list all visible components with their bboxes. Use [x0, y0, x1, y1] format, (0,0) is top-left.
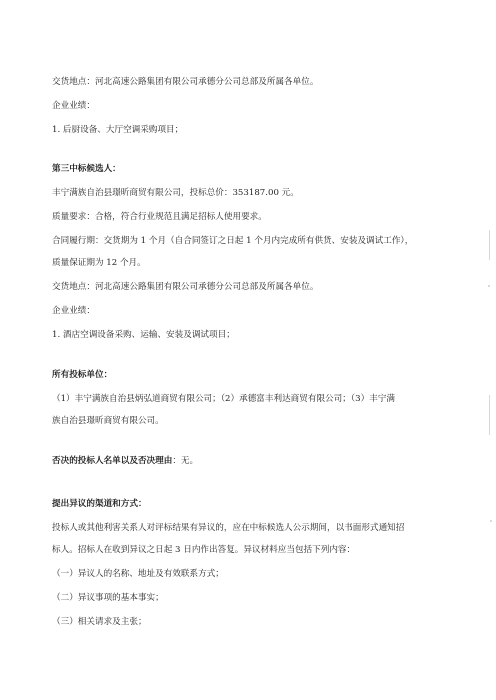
- objection-para-line1: 投标人或其他利害关系人对评标结果有异议的，应在中标候选人公示期间，以书面形式通知招: [52, 523, 405, 533]
- all-bidders-heading: 所有投标单位：: [52, 370, 113, 380]
- objection-item-2: （二）异议事项的基本事实；: [52, 593, 164, 603]
- all-bidders-line2: 族自治县璟昕商贸有限公司。: [52, 416, 164, 426]
- candidate-3-delivery-location: 交货地点：河北高速公路集团有限公司承德分公司总部及所属各单位。: [52, 282, 319, 292]
- candidate-3-performance-item: 1. 酒店空调设备采购、运输、安装及调试项目；: [52, 330, 235, 340]
- performance-item-2: 1. 后厨设备、大厅空调采购项目；: [52, 125, 184, 135]
- scan-edge-mark: [489, 230, 490, 260]
- candidate-3-contract-line2: 质量保证期为 12 个月。: [52, 258, 146, 268]
- scan-dot: [490, 520, 492, 522]
- candidate-3-contract-line1: 合同履行期：交货期为 1 个月（自合同签订之日起 1 个月内完成所有供货、安装及调试工作），: [52, 236, 414, 246]
- candidate-3-quality: 质量要求：合格，符合行业规范且满足招标人使用要求。: [52, 212, 267, 222]
- candidate-3-performance-title: 企业业绩：: [52, 306, 95, 316]
- rejected-heading: 否决的投标人名单以及否决理由: [52, 456, 173, 466]
- objection-para-line2: 标人。招标人在收到异议之日起 3 日内作出答复。异议材料应当包括下列内容：: [52, 545, 356, 555]
- performance-title-2: 企业业绩：: [52, 101, 95, 111]
- objection-heading: 提出异议的渠道和方式：: [52, 499, 147, 509]
- rejected-line: [52, 455, 472, 467]
- scan-dot: [488, 285, 490, 287]
- objection-item-3: （三）相关请求及主张；: [52, 617, 147, 627]
- candidate-3-heading: 第三中标候选人：: [52, 164, 121, 174]
- delivery-location-2: 交货地点：河北高速公路集团有限公司承德分公司总部及所属各单位。: [52, 77, 319, 87]
- scan-edge-mark: [489, 395, 490, 435]
- all-bidders-line1: （1）丰宁满族自治县炳弘道商贸有限公司；（2）承德富丰利达商贸有限公司；（3）丰宁满: [52, 394, 395, 404]
- candidate-3-bid: 丰宁满族自治县璟昕商贸有限公司，投标总价：353187.00 元。: [52, 188, 299, 198]
- rejected-value: ：无。: [172, 456, 199, 466]
- objection-item-1: （一）异议人的名称、地址及有效联系方式；: [52, 569, 224, 579]
